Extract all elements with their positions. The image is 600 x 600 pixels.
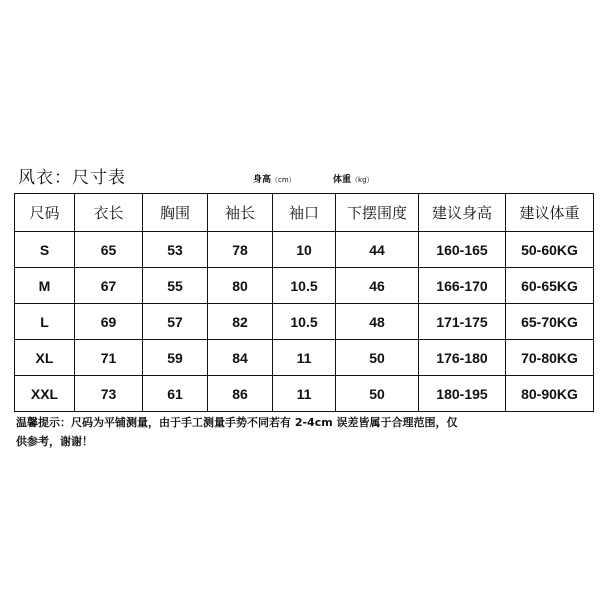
- cell-suggested-weight: 65-70KG: [506, 304, 594, 340]
- table-row: [15, 268, 594, 304]
- cell-cuff: 11: [273, 340, 336, 376]
- table-row: [15, 376, 594, 412]
- note-line-2: 供参考，谢谢！: [16, 435, 93, 448]
- cell-suggested-height: 166-170: [419, 268, 506, 304]
- cell-sleeve-length: 86: [208, 376, 273, 412]
- cell-sleeve-length: 84: [208, 340, 273, 376]
- weight-unit-label: [333, 172, 374, 185]
- table-row: [15, 340, 594, 376]
- header-suggested-height: 建议身高: [419, 194, 506, 232]
- cell-cuff: 11: [273, 376, 336, 412]
- header-hem: 下摆围度: [336, 194, 419, 232]
- weight-label: 体重: [333, 175, 352, 185]
- cell-suggested-height: 180-195: [419, 376, 506, 412]
- cell-chest: 53: [143, 232, 208, 268]
- cell-suggested-weight: 70-80KG: [506, 340, 594, 376]
- header-size: 尺码: [15, 194, 75, 232]
- cell-sleeve-length: 80: [208, 268, 273, 304]
- cell-sleeve-length: 78: [208, 232, 273, 268]
- cell-length: 71: [75, 340, 143, 376]
- table-header-row: [15, 194, 594, 232]
- cell-hem: 46: [336, 268, 419, 304]
- header-cuff: 袖口: [273, 194, 336, 232]
- table-row: [15, 232, 594, 268]
- cell-suggested-height: 160-165: [419, 232, 506, 268]
- cell-suggested-weight: 60-65KG: [506, 268, 594, 304]
- cell-length: 73: [75, 376, 143, 412]
- cell-length: 67: [75, 268, 143, 304]
- page-title: 风衣：尺寸表: [18, 168, 126, 188]
- header-suggested-weight: 建议体重: [506, 194, 594, 232]
- cell-chest: 61: [143, 376, 208, 412]
- cell-chest: 57: [143, 304, 208, 340]
- note-line-1: 温馨提示：尺码为平铺测量，由于手工测量手势不同若有 2-4cm 误差皆属于合理范围，仅: [16, 416, 458, 429]
- weight-unit: （kg）: [351, 176, 374, 184]
- cell-size: XXL: [15, 376, 75, 412]
- table-row: [15, 304, 594, 340]
- cell-length: 69: [75, 304, 143, 340]
- header-length: 衣长: [75, 194, 143, 232]
- cell-suggested-weight: 80-90KG: [506, 376, 594, 412]
- cell-size: L: [15, 304, 75, 340]
- cell-length: 65: [75, 232, 143, 268]
- cell-size: XL: [15, 340, 75, 376]
- height-unit: （cm）: [271, 176, 296, 184]
- cell-chest: 55: [143, 268, 208, 304]
- cell-hem: 50: [336, 376, 419, 412]
- cell-cuff: 10.5: [273, 304, 336, 340]
- cell-hem: 44: [336, 232, 419, 268]
- cell-sleeve-length: 82: [208, 304, 273, 340]
- header-chest: 胸围: [143, 194, 208, 232]
- cell-size: M: [15, 268, 75, 304]
- cell-size: S: [15, 232, 75, 268]
- header-sleeve-length: 袖长: [208, 194, 273, 232]
- cell-hem: 48: [336, 304, 419, 340]
- cell-cuff: 10: [273, 232, 336, 268]
- measurement-note: [16, 413, 516, 451]
- height-unit-label: [253, 172, 296, 185]
- cell-suggested-height: 171-175: [419, 304, 506, 340]
- size-table: [14, 193, 594, 412]
- cell-hem: 50: [336, 340, 419, 376]
- cell-cuff: 10.5: [273, 268, 336, 304]
- cell-suggested-weight: 50-60KG: [506, 232, 594, 268]
- cell-suggested-height: 176-180: [419, 340, 506, 376]
- cell-chest: 59: [143, 340, 208, 376]
- height-label: 身高: [253, 175, 272, 185]
